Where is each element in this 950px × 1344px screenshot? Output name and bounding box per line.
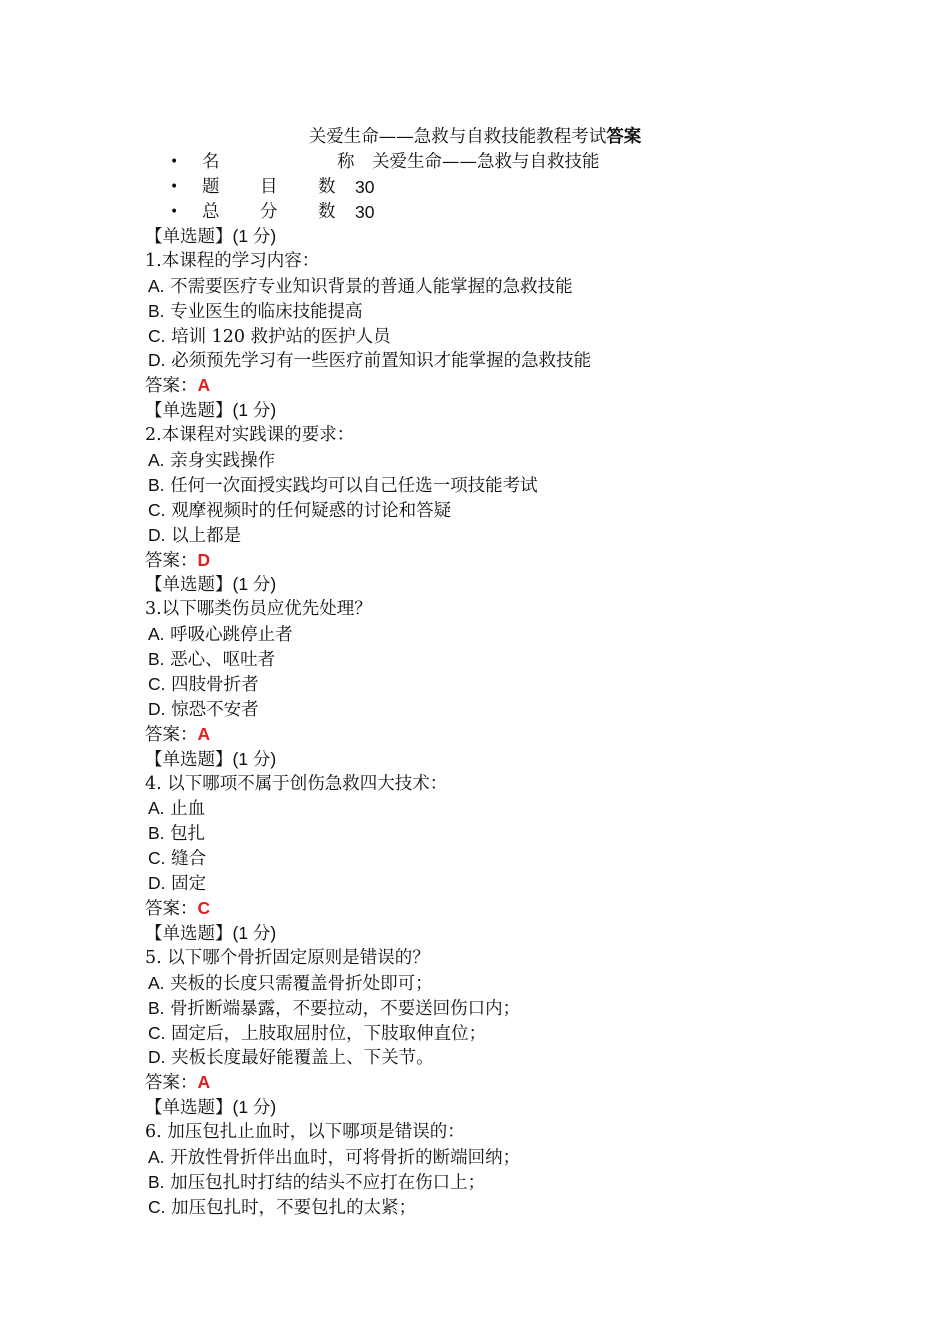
meta-value: 30 bbox=[355, 202, 375, 222]
answer-option bbox=[145, 1021, 865, 1046]
answer-line bbox=[145, 722, 865, 747]
question-type: 【单选题】 bbox=[145, 749, 233, 770]
option-text: 骨折断端暴露，不要拉动，不要送回伤口内； bbox=[170, 998, 521, 1019]
answer-line bbox=[145, 373, 865, 398]
option-text: 必须预先学习有一些医疗前置知识才能掌握的急救技能 bbox=[171, 351, 592, 372]
answer-option bbox=[145, 622, 865, 647]
option-text: 固定 bbox=[171, 874, 207, 895]
option-letter: B. bbox=[148, 649, 165, 670]
meta-value: 关爱生命——急救与自救技能 bbox=[372, 152, 600, 172]
option-letter: A. bbox=[148, 275, 165, 296]
question-header bbox=[145, 224, 865, 249]
answer-value: A bbox=[197, 1072, 211, 1093]
question-type: 【单选题】 bbox=[145, 401, 233, 422]
answer-option bbox=[145, 1195, 865, 1220]
question-type: 【单选题】 bbox=[145, 1098, 233, 1119]
answer-value: C bbox=[197, 898, 211, 919]
question-block bbox=[145, 398, 865, 572]
answer-label: 答案： bbox=[145, 550, 198, 571]
title-bold: 答案 bbox=[606, 127, 642, 147]
question-stem: 1.本课程的学习内容： bbox=[145, 250, 320, 271]
option-text: 呼吸心跳停止者 bbox=[170, 625, 293, 646]
option-text: 专业医生的临床技能提高 bbox=[170, 301, 363, 322]
option-letter: A. bbox=[148, 1146, 165, 1167]
option-text: 止血 bbox=[170, 799, 206, 820]
question-header bbox=[145, 398, 865, 423]
meta-item-score: • 总 分 数 30 bbox=[0, 200, 950, 225]
question-stem: 5. 以下哪个骨折固定原则是错误的？ bbox=[145, 947, 430, 968]
answer-option bbox=[145, 796, 865, 821]
question-block bbox=[145, 921, 865, 1095]
answer-label: 答案： bbox=[145, 1073, 198, 1094]
answer-value: A bbox=[197, 723, 211, 744]
option-letter: B. bbox=[148, 300, 165, 321]
bullet-icon: • bbox=[170, 154, 179, 170]
question-score: (1 分) bbox=[232, 1097, 277, 1118]
option-text: 开放性骨折伴出血时，可将骨折的断端回纳； bbox=[170, 1147, 521, 1168]
option-letter: C. bbox=[148, 848, 166, 869]
option-text: 以上都是 bbox=[171, 525, 242, 546]
answer-line bbox=[145, 896, 865, 921]
answer-line bbox=[145, 1070, 865, 1095]
option-letter: A. bbox=[148, 624, 165, 645]
document-title bbox=[0, 126, 950, 148]
option-letter: D. bbox=[148, 524, 166, 545]
question-type: 【单选题】 bbox=[145, 923, 233, 944]
answer-option bbox=[145, 473, 865, 498]
option-text: 任何一次面授实践均可以自己任选一项技能考试 bbox=[170, 475, 538, 496]
title-main: 关爱生命——急救与自救技能教程考试 bbox=[308, 127, 607, 147]
option-text: 固定后，上肢取屈肘位，下肢取伸直位； bbox=[171, 1023, 487, 1044]
answer-option bbox=[145, 971, 865, 996]
answer-option bbox=[145, 996, 865, 1021]
option-letter: B. bbox=[148, 474, 165, 495]
question-list bbox=[145, 224, 865, 1220]
option-text: 观摩视频时的任何疑惑的讨论和答疑 bbox=[171, 500, 452, 521]
answer-option bbox=[145, 274, 865, 299]
meta-value: 30 bbox=[355, 177, 375, 197]
answer-value: A bbox=[197, 375, 211, 396]
answer-option bbox=[145, 1170, 865, 1195]
option-letter: C. bbox=[148, 325, 166, 346]
answer-line bbox=[145, 548, 865, 573]
meta-item-name: • 名 称 关爱生命——急救与自救技能 bbox=[0, 150, 950, 175]
question-score: (1 分) bbox=[232, 226, 277, 246]
answer-option bbox=[145, 1045, 865, 1070]
question-block bbox=[145, 572, 865, 746]
option-letter: C. bbox=[148, 499, 166, 520]
answer-option bbox=[145, 523, 865, 548]
option-letter: A. bbox=[148, 798, 165, 819]
answer-option bbox=[145, 348, 865, 373]
answer-label: 答案： bbox=[145, 899, 198, 920]
answer-option bbox=[145, 672, 865, 697]
question-block bbox=[145, 747, 865, 921]
question-score: (1 分) bbox=[232, 574, 277, 595]
answer-option bbox=[145, 821, 865, 846]
question-stem: 2.本课程对实践课的要求： bbox=[145, 425, 355, 446]
option-text: 培训 120 救护站的医护人员 bbox=[171, 326, 391, 347]
option-text: 夹板的长度只需覆盖骨折处即可； bbox=[170, 973, 433, 994]
answer-option bbox=[145, 1145, 865, 1170]
option-text: 加压包扎时打结的结头不应打在伤口上； bbox=[170, 1172, 486, 1193]
question-type: 【单选题】 bbox=[145, 227, 233, 247]
question-stem: 4. 以下哪项不属于创伤急救四大技术： bbox=[145, 773, 448, 794]
option-letter: B. bbox=[148, 1171, 165, 1192]
answer-option bbox=[145, 871, 865, 896]
question-block bbox=[145, 224, 865, 398]
answer-option bbox=[145, 846, 865, 871]
option-letter: D. bbox=[148, 350, 166, 371]
question-stem: 6. 加压包扎止血时，以下哪项是错误的： bbox=[145, 1122, 465, 1143]
question-score: (1 分) bbox=[232, 922, 277, 943]
option-text: 缝合 bbox=[171, 849, 207, 870]
question-header bbox=[145, 572, 865, 597]
question-stem: 3.以下哪类伤员应优先处理？ bbox=[145, 599, 372, 620]
option-letter: D. bbox=[148, 873, 166, 894]
option-letter: C. bbox=[148, 1196, 166, 1217]
option-text: 加压包扎时，不要包扎的太紧； bbox=[171, 1197, 417, 1218]
option-text: 亲身实践操作 bbox=[170, 451, 276, 472]
option-letter: C. bbox=[148, 1022, 166, 1043]
bullet-icon: • bbox=[170, 179, 179, 195]
answer-label: 答案： bbox=[145, 376, 198, 397]
option-text: 包扎 bbox=[170, 824, 206, 845]
exam-meta-list bbox=[0, 150, 950, 225]
option-text: 四肢骨折者 bbox=[171, 675, 259, 696]
answer-value: D bbox=[197, 549, 211, 570]
meta-item-questions: • 题 目 数 30 bbox=[0, 175, 950, 200]
answer-option bbox=[145, 498, 865, 523]
question-score: (1 分) bbox=[232, 748, 277, 769]
question-block bbox=[145, 1095, 865, 1219]
option-letter: D. bbox=[148, 698, 166, 719]
answer-label: 答案： bbox=[145, 724, 198, 745]
option-text: 不需要医疗专业知识背景的普通人能掌握的急救技能 bbox=[170, 276, 573, 297]
option-letter: A. bbox=[148, 972, 165, 993]
option-letter: D. bbox=[148, 1047, 166, 1068]
answer-option bbox=[145, 324, 865, 349]
question-header bbox=[145, 921, 865, 946]
question-score: (1 分) bbox=[232, 400, 277, 421]
option-letter: B. bbox=[148, 997, 165, 1018]
question-header bbox=[145, 1095, 865, 1120]
option-text: 惊恐不安者 bbox=[171, 699, 259, 720]
option-letter: C. bbox=[148, 674, 166, 695]
option-text: 恶心、呕吐者 bbox=[170, 650, 276, 671]
answer-option bbox=[145, 647, 865, 672]
answer-option bbox=[145, 697, 865, 722]
question-header bbox=[145, 747, 865, 772]
bullet-icon: • bbox=[170, 204, 179, 220]
answer-option bbox=[145, 299, 865, 324]
question-type: 【单选题】 bbox=[145, 575, 233, 596]
answer-option bbox=[145, 448, 865, 473]
option-text: 夹板长度最好能覆盖上、下关节。 bbox=[171, 1048, 434, 1069]
option-letter: B. bbox=[148, 823, 165, 844]
option-letter: A. bbox=[148, 450, 165, 471]
